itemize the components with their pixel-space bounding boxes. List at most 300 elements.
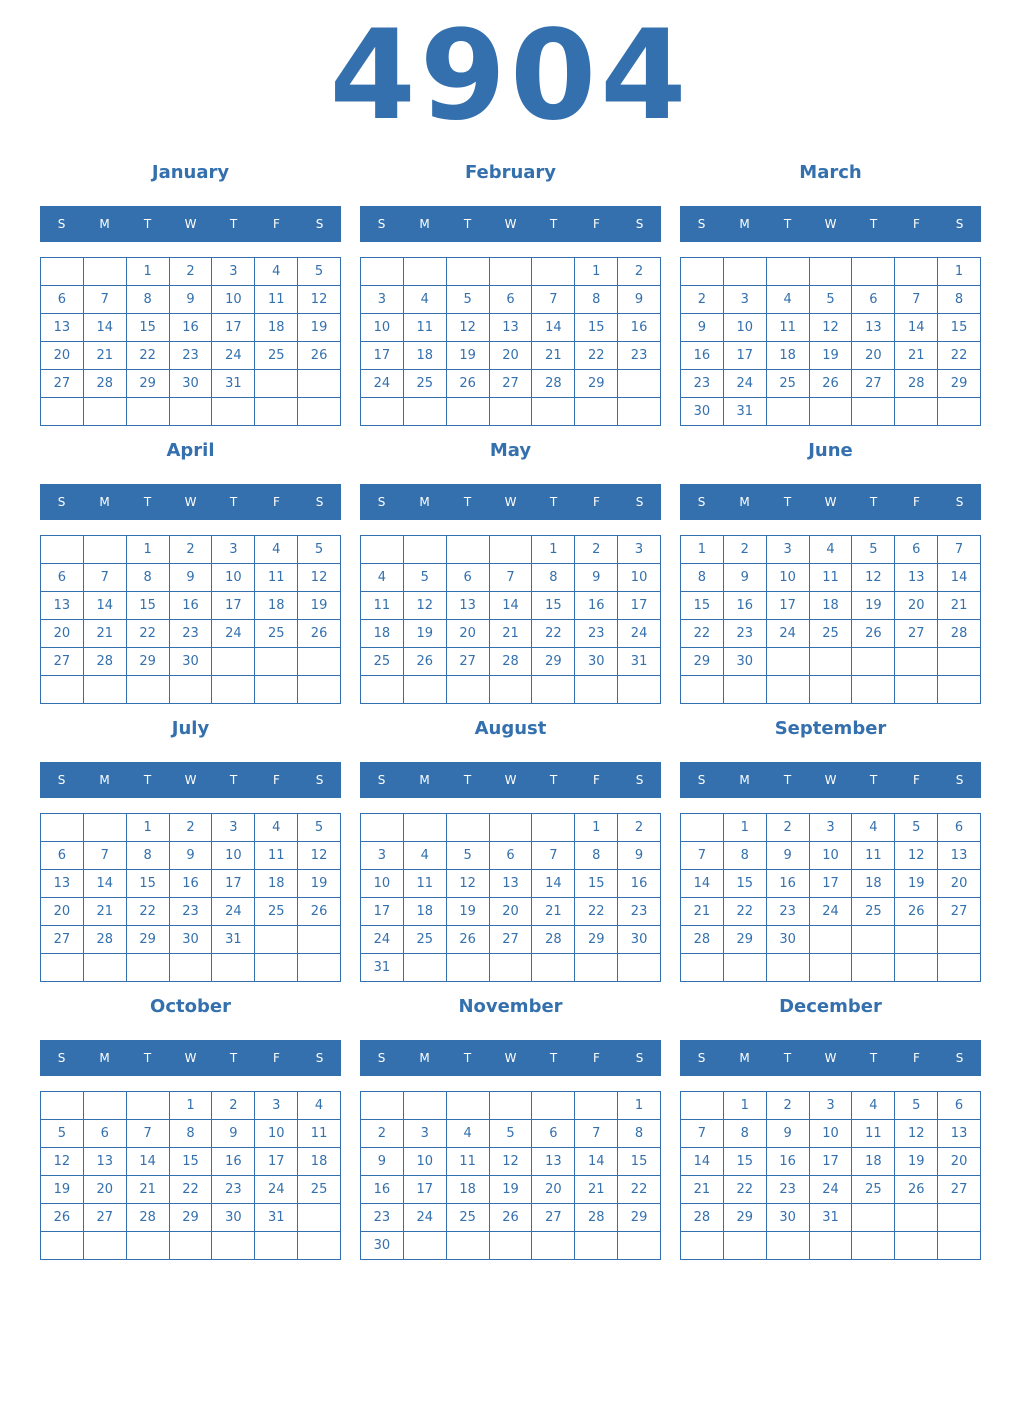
empty-cell: [127, 398, 170, 426]
day-cell: 23: [724, 620, 767, 648]
day-cell: 10: [212, 564, 255, 592]
day-cell: 9: [170, 564, 213, 592]
weekday-label: S: [57, 495, 66, 509]
empty-cell: [532, 676, 575, 704]
day-cell: 1: [127, 814, 170, 842]
day-cell: 5: [298, 536, 341, 564]
day-cell: 23: [767, 1176, 810, 1204]
day-cell: 12: [852, 564, 895, 592]
empty-cell: [895, 398, 938, 426]
weekday-label: M: [419, 495, 430, 509]
day-cell: 4: [810, 536, 853, 564]
weekday-label: S: [377, 495, 386, 509]
day-cell: 14: [84, 592, 127, 620]
weekday-header: [680, 1040, 981, 1076]
day-cell: 15: [127, 870, 170, 898]
day-cell: 14: [532, 314, 575, 342]
day-cell: 15: [724, 1148, 767, 1176]
day-cell: 24: [767, 620, 810, 648]
empty-cell: [810, 1232, 853, 1260]
empty-cell: [361, 814, 404, 842]
day-cell: 6: [84, 1120, 127, 1148]
day-cell: 25: [255, 342, 298, 370]
day-cell: 25: [298, 1176, 341, 1204]
empty-cell: [767, 398, 810, 426]
day-cell: 2: [361, 1120, 404, 1148]
day-cell: 3: [212, 536, 255, 564]
day-cell: 25: [810, 620, 853, 648]
day-cell: 20: [895, 592, 938, 620]
day-cell: 9: [170, 842, 213, 870]
empty-cell: [41, 398, 84, 426]
day-cell: 21: [681, 1176, 724, 1204]
empty-cell: [767, 1232, 810, 1260]
day-cell: 24: [255, 1176, 298, 1204]
day-cell: 2: [170, 258, 213, 286]
empty-cell: [767, 676, 810, 704]
day-cell: 13: [895, 564, 938, 592]
day-cell: 19: [41, 1176, 84, 1204]
day-cell: 5: [895, 1092, 938, 1120]
day-cell: 26: [447, 926, 490, 954]
weekday-label: M: [739, 217, 750, 231]
day-cell: 13: [490, 870, 533, 898]
empty-cell: [404, 814, 447, 842]
day-cell: 7: [681, 842, 724, 870]
month-title: October: [150, 996, 231, 1017]
day-cell: 30: [767, 1204, 810, 1232]
day-cell: 13: [41, 592, 84, 620]
empty-cell: [895, 954, 938, 982]
weekday-label: F: [913, 773, 920, 787]
empty-cell: [490, 1092, 533, 1120]
day-cell: 25: [255, 898, 298, 926]
day-cell: 19: [298, 592, 341, 620]
day-cell: 16: [212, 1148, 255, 1176]
empty-cell: [532, 398, 575, 426]
day-cell: 24: [810, 1176, 853, 1204]
day-cell: 12: [810, 314, 853, 342]
day-cell: 20: [938, 870, 981, 898]
day-cell: 18: [447, 1176, 490, 1204]
weekday-label: S: [315, 1051, 324, 1065]
day-cell: 27: [938, 1176, 981, 1204]
empty-cell: [447, 1092, 490, 1120]
empty-cell: [298, 648, 341, 676]
day-cell: 5: [895, 814, 938, 842]
day-cell: 25: [852, 1176, 895, 1204]
day-cell: 2: [767, 814, 810, 842]
weekday-label: F: [593, 495, 600, 509]
day-cell: 1: [127, 258, 170, 286]
empty-cell: [681, 676, 724, 704]
weekday-label: T: [549, 1051, 558, 1065]
day-cell: 20: [447, 620, 490, 648]
day-cell: 18: [255, 870, 298, 898]
weekday-label: S: [697, 773, 706, 787]
day-cell: 5: [810, 286, 853, 314]
day-cell: 18: [404, 342, 447, 370]
day-cell: 2: [575, 536, 618, 564]
empty-cell: [852, 954, 895, 982]
day-cell: 17: [212, 314, 255, 342]
day-cell: 29: [618, 1204, 661, 1232]
day-cell: 10: [212, 286, 255, 314]
empty-cell: [532, 1092, 575, 1120]
day-cell: 31: [361, 954, 404, 982]
day-cell: 3: [361, 842, 404, 870]
empty-cell: [724, 258, 767, 286]
day-cell: 29: [724, 926, 767, 954]
day-cell: 16: [618, 314, 661, 342]
weekday-header: [680, 762, 981, 798]
day-cell: 19: [490, 1176, 533, 1204]
empty-cell: [810, 954, 853, 982]
day-cell: 21: [532, 342, 575, 370]
day-cell: 8: [532, 564, 575, 592]
empty-cell: [575, 676, 618, 704]
day-cell: 15: [618, 1148, 661, 1176]
day-cell: 1: [575, 814, 618, 842]
weekday-label: S: [57, 217, 66, 231]
day-cell: 3: [361, 286, 404, 314]
day-cell: 15: [724, 870, 767, 898]
day-cell: 24: [404, 1204, 447, 1232]
empty-cell: [404, 536, 447, 564]
empty-cell: [767, 258, 810, 286]
day-cell: 31: [810, 1204, 853, 1232]
day-cell: 28: [84, 926, 127, 954]
weekday-label: T: [143, 217, 152, 231]
weekday-label: M: [99, 495, 110, 509]
day-cell: 26: [298, 342, 341, 370]
empty-cell: [852, 398, 895, 426]
day-cell: 15: [681, 592, 724, 620]
empty-cell: [41, 258, 84, 286]
day-cell: 22: [681, 620, 724, 648]
day-cell: 19: [895, 870, 938, 898]
empty-cell: [852, 676, 895, 704]
empty-cell: [810, 926, 853, 954]
day-cell: 30: [724, 648, 767, 676]
day-cell: 12: [41, 1148, 84, 1176]
day-cell: 28: [575, 1204, 618, 1232]
weekday-label: F: [273, 217, 280, 231]
day-cell: 28: [681, 1204, 724, 1232]
empty-cell: [532, 954, 575, 982]
day-cell: 25: [255, 620, 298, 648]
empty-cell: [255, 954, 298, 982]
day-cell: 14: [127, 1148, 170, 1176]
day-cell: 16: [767, 870, 810, 898]
weekday-label: S: [697, 1051, 706, 1065]
weekday-header: [680, 484, 981, 520]
empty-cell: [532, 814, 575, 842]
weekday-label: T: [463, 495, 472, 509]
month-title: August: [474, 718, 547, 739]
weekday-label: S: [955, 495, 964, 509]
day-cell: 4: [767, 286, 810, 314]
empty-cell: [170, 676, 213, 704]
empty-cell: [618, 954, 661, 982]
day-cell: 22: [127, 342, 170, 370]
empty-cell: [255, 648, 298, 676]
day-cell: 17: [810, 1148, 853, 1176]
day-cell: 19: [895, 1148, 938, 1176]
day-grid: [360, 813, 661, 982]
day-cell: 17: [212, 592, 255, 620]
day-cell: 10: [810, 842, 853, 870]
day-cell: 16: [724, 592, 767, 620]
month-title: May: [489, 440, 532, 461]
empty-cell: [298, 926, 341, 954]
day-cell: 1: [724, 1092, 767, 1120]
empty-cell: [575, 1232, 618, 1260]
empty-cell: [41, 814, 84, 842]
weekday-label: F: [273, 1051, 280, 1065]
weekday-label: S: [57, 773, 66, 787]
day-cell: 24: [724, 370, 767, 398]
day-cell: 12: [447, 870, 490, 898]
weekday-label: W: [504, 495, 517, 509]
day-cell: 28: [681, 926, 724, 954]
empty-cell: [681, 258, 724, 286]
day-cell: 2: [170, 814, 213, 842]
empty-cell: [490, 814, 533, 842]
empty-cell: [255, 926, 298, 954]
day-cell: 17: [767, 592, 810, 620]
weekday-label: S: [955, 1051, 964, 1065]
day-cell: 9: [212, 1120, 255, 1148]
weekday-label: M: [99, 217, 110, 231]
day-cell: 8: [127, 842, 170, 870]
empty-cell: [490, 954, 533, 982]
day-cell: 5: [447, 842, 490, 870]
day-cell: 18: [255, 592, 298, 620]
weekday-label: T: [463, 1051, 472, 1065]
day-cell: 7: [532, 842, 575, 870]
empty-cell: [255, 370, 298, 398]
day-cell: 13: [938, 1120, 981, 1148]
day-cell: 30: [767, 926, 810, 954]
day-cell: 13: [532, 1148, 575, 1176]
day-cell: 13: [84, 1148, 127, 1176]
day-cell: 16: [170, 870, 213, 898]
day-cell: 15: [575, 870, 618, 898]
empty-cell: [41, 536, 84, 564]
empty-cell: [84, 1092, 127, 1120]
month-title: February: [464, 162, 557, 183]
empty-cell: [404, 258, 447, 286]
empty-cell: [447, 258, 490, 286]
weekday-label: M: [739, 1051, 750, 1065]
day-cell: 21: [490, 620, 533, 648]
weekday-header: [360, 206, 661, 242]
weekday-label: S: [315, 217, 324, 231]
day-cell: 26: [810, 370, 853, 398]
empty-cell: [852, 648, 895, 676]
empty-cell: [938, 398, 981, 426]
day-cell: 29: [127, 926, 170, 954]
day-cell: 22: [532, 620, 575, 648]
empty-cell: [575, 1092, 618, 1120]
day-cell: 21: [84, 342, 127, 370]
day-cell: 30: [212, 1204, 255, 1232]
day-grid: [40, 1091, 341, 1260]
day-cell: 28: [127, 1204, 170, 1232]
day-cell: 6: [447, 564, 490, 592]
day-cell: 3: [212, 814, 255, 842]
day-cell: 16: [767, 1148, 810, 1176]
month-title: December: [779, 996, 882, 1017]
day-cell: 4: [404, 842, 447, 870]
day-cell: 22: [938, 342, 981, 370]
weekday-label: T: [783, 217, 792, 231]
empty-cell: [127, 1092, 170, 1120]
empty-cell: [895, 1204, 938, 1232]
day-cell: 14: [575, 1148, 618, 1176]
weekday-label: T: [549, 495, 558, 509]
weekday-label: F: [273, 773, 280, 787]
weekday-label: T: [463, 773, 472, 787]
year-title: 4904: [329, 4, 691, 148]
day-cell: 5: [490, 1120, 533, 1148]
day-cell: 1: [724, 814, 767, 842]
day-cell: 2: [724, 536, 767, 564]
empty-cell: [490, 398, 533, 426]
day-cell: 30: [170, 648, 213, 676]
empty-cell: [810, 648, 853, 676]
day-cell: 9: [575, 564, 618, 592]
day-grid: [360, 535, 661, 704]
weekday-label: S: [315, 773, 324, 787]
day-cell: 30: [361, 1232, 404, 1260]
empty-cell: [212, 648, 255, 676]
day-cell: 29: [127, 648, 170, 676]
day-cell: 23: [212, 1176, 255, 1204]
empty-cell: [490, 536, 533, 564]
day-cell: 17: [255, 1148, 298, 1176]
month-title: November: [458, 996, 563, 1017]
empty-cell: [810, 258, 853, 286]
weekday-label: T: [229, 217, 238, 231]
day-cell: 11: [404, 870, 447, 898]
day-cell: 24: [361, 370, 404, 398]
day-cell: 27: [41, 648, 84, 676]
weekday-label: M: [419, 1051, 430, 1065]
weekday-label: S: [697, 217, 706, 231]
day-cell: 4: [447, 1120, 490, 1148]
day-cell: 1: [532, 536, 575, 564]
day-cell: 7: [681, 1120, 724, 1148]
day-cell: 28: [490, 648, 533, 676]
day-cell: 10: [767, 564, 810, 592]
empty-cell: [361, 398, 404, 426]
weekday-header: [40, 762, 341, 798]
empty-cell: [41, 954, 84, 982]
day-cell: 29: [575, 370, 618, 398]
weekday-header: [40, 1040, 341, 1076]
day-cell: 6: [41, 564, 84, 592]
empty-cell: [170, 1232, 213, 1260]
day-cell: 3: [212, 258, 255, 286]
empty-cell: [681, 1232, 724, 1260]
day-cell: 3: [255, 1092, 298, 1120]
weekday-label: S: [377, 1051, 386, 1065]
empty-cell: [852, 1232, 895, 1260]
day-cell: 26: [298, 898, 341, 926]
weekday-label: F: [593, 217, 600, 231]
day-cell: 12: [895, 842, 938, 870]
day-cell: 6: [532, 1120, 575, 1148]
empty-cell: [84, 398, 127, 426]
empty-cell: [895, 1232, 938, 1260]
day-cell: 22: [127, 898, 170, 926]
day-cell: 4: [298, 1092, 341, 1120]
day-cell: 28: [938, 620, 981, 648]
day-cell: 9: [767, 842, 810, 870]
weekday-label: M: [99, 773, 110, 787]
empty-cell: [895, 258, 938, 286]
weekday-label: T: [549, 217, 558, 231]
day-cell: 25: [404, 370, 447, 398]
weekday-label: M: [419, 773, 430, 787]
empty-cell: [490, 258, 533, 286]
day-cell: 21: [895, 342, 938, 370]
day-cell: 4: [852, 1092, 895, 1120]
day-cell: 21: [681, 898, 724, 926]
day-cell: 4: [255, 536, 298, 564]
day-cell: 18: [361, 620, 404, 648]
weekday-label: W: [504, 217, 517, 231]
empty-cell: [361, 676, 404, 704]
day-cell: 31: [618, 648, 661, 676]
month-title: June: [808, 440, 853, 461]
day-cell: 17: [361, 898, 404, 926]
day-cell: 14: [895, 314, 938, 342]
day-cell: 7: [938, 536, 981, 564]
day-cell: 17: [404, 1176, 447, 1204]
day-cell: 23: [170, 342, 213, 370]
day-cell: 24: [212, 620, 255, 648]
day-cell: 9: [724, 564, 767, 592]
day-cell: 26: [41, 1204, 84, 1232]
empty-cell: [212, 1232, 255, 1260]
day-cell: 17: [361, 342, 404, 370]
day-cell: 25: [361, 648, 404, 676]
weekday-label: F: [913, 1051, 920, 1065]
day-cell: 9: [681, 314, 724, 342]
day-cell: 14: [84, 314, 127, 342]
empty-cell: [404, 954, 447, 982]
day-cell: 18: [852, 1148, 895, 1176]
day-cell: 23: [618, 898, 661, 926]
empty-cell: [84, 954, 127, 982]
day-cell: 24: [361, 926, 404, 954]
weekday-label: S: [377, 217, 386, 231]
day-cell: 5: [852, 536, 895, 564]
empty-cell: [298, 676, 341, 704]
weekday-label: S: [377, 773, 386, 787]
month-title: September: [774, 718, 887, 739]
day-cell: 26: [404, 648, 447, 676]
day-cell: 9: [170, 286, 213, 314]
weekday-label: M: [419, 217, 430, 231]
empty-cell: [724, 676, 767, 704]
day-cell: 12: [447, 314, 490, 342]
day-cell: 31: [724, 398, 767, 426]
day-cell: 5: [404, 564, 447, 592]
